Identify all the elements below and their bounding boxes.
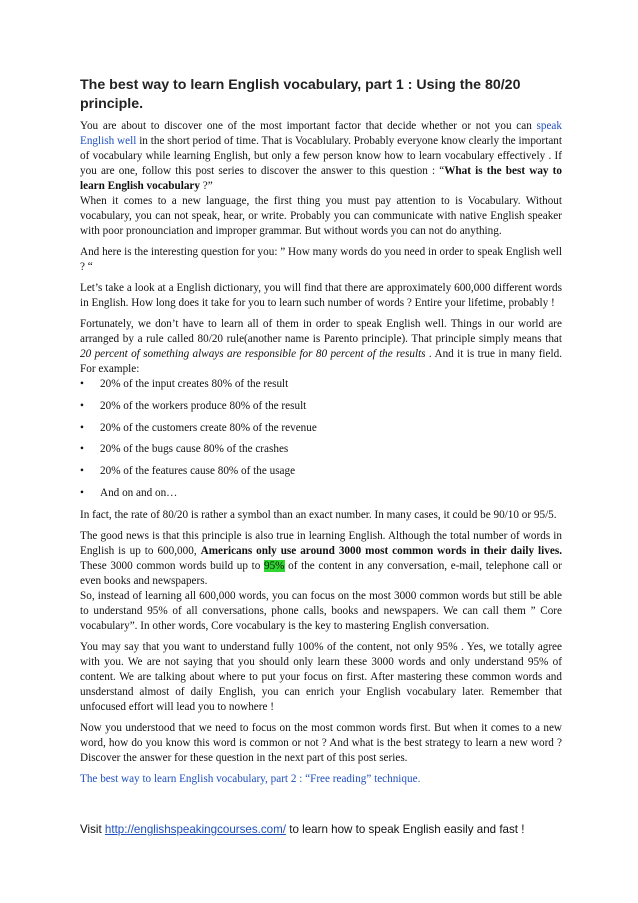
list-item [80, 377, 562, 392]
page-title: The best way to learn English vocabulary, part 1 : Using the 80/20 principle. [80, 77, 521, 112]
list-item-text: 20% of the customers create 80% of the revenue [100, 421, 317, 434]
intro-text-c: ?” [199, 180, 213, 192]
good-news-paragraph [80, 529, 562, 589]
core-vocabulary-paragraph: So, instead of learning all 600,000 words, you can focus on the most 3000 common words but still be able to understand 95% of all conversations, phone calls, books and newspapers. We can call them ” Core vocabulary”. In other words, Core vocabulary is the key to mastering English conversation. [80, 589, 562, 632]
focus-paragraph: You may say that you want to understand fully 100% of the content, not only 95% . Yes, we totally agree with you. We are not saying that you should only learn these 3000 words and only understand 95% of content. We are talking about where to put your focus on first. After mastering these common words and unsderstand almost of daily English, you can enrich your English vocabulary later. Remember that unfocused effort will lead you to nowhere ! [80, 640, 562, 713]
footer-suffix: to learn how to speak English easily and fast ! [286, 823, 525, 836]
intro-question: What is the best way to learn English vocabulary [80, 165, 562, 192]
intro-paragraph [80, 119, 562, 194]
vocab-importance-paragraph: When it comes to a new language, the first thing you must pay attention to is Vocabulary. Without vocabulary, you can not speak, hear, or write. Probably you can communicate with native English speaker with poor pronounciation and improper grammar. But without words you can not do anything. [80, 195, 562, 237]
bullet-icon: • [80, 421, 84, 434]
footer [80, 823, 580, 836]
list-item-text: 20% of the input creates 80% of the result [100, 378, 289, 390]
bullet-icon: • [80, 443, 84, 456]
list-item-text: And on and on… [100, 486, 178, 499]
bullet-icon: • [80, 486, 84, 499]
good-news-text-c: of the content in any conversation, e-mail, telephone call or even books and newspapers. [80, 559, 562, 587]
speak-english-well-link[interactable]: speak English well [80, 120, 562, 147]
list-item [80, 464, 562, 479]
list-item [80, 399, 562, 414]
list-item [80, 486, 562, 501]
rule-paragraph [80, 317, 562, 377]
list-item [80, 421, 562, 436]
article-body [80, 119, 562, 787]
footer-url-link[interactable]: http://englishspeakingcourses.com/ [104, 823, 287, 836]
rule-text-b: . And it is true in many field. For example: [80, 348, 563, 375]
bullet-icon: • [80, 399, 84, 412]
intro-text-a: You are about to discover one of the most important factor that decide whether or not you can [80, 120, 537, 132]
document-page [80, 76, 562, 793]
next-part-link-paragraph [80, 772, 562, 787]
bullet-icon: • [80, 378, 84, 390]
good-news-text-a: The good news is that this principle is also true in learning English. Although the total number of words in English is up to 600,000, [80, 529, 562, 557]
bullet-icon: • [80, 465, 84, 478]
next-part-link[interactable]: The best way to learn English vocabulary, part 2 : “Free reading” technique. [80, 772, 421, 785]
symbol-paragraph: In fact, the rate of 80/20 is rather a symbol than an exact number. In many cases, it could be 90/10 or 95/5. [80, 508, 557, 521]
intro-text-b: in the short period of time. That is Vocablulary. Probably everyone know clearly the important of vocabulary while learning English, but only a few person know how to learn vocabulary effectively . If you are one, follow this post series to discover the answer to this question : “ [80, 135, 563, 177]
list-item [80, 442, 562, 457]
list-item-text: 20% of the workers produce 80% of the result [100, 399, 307, 412]
good-news-text-b: These 3000 common words build up to [80, 559, 264, 572]
rule-text-a: Fortunately, we don’t have to learn all of them in order to speak English well. Things in our world are arranged by a rule called 80/20 rule(another name is Parento principle). That principle simply means that [80, 318, 562, 345]
rule-italic: 20 percent of something always are responsible for 80 percent of the results [80, 348, 426, 360]
good-news-bold: Americans only use around 3000 most common words in their daily lives. [200, 544, 562, 557]
list-item-text: 20% of the bugs cause 80% of the crashes [100, 443, 289, 456]
next-steps-paragraph: Now you understood that we need to focus on the most common words first. But when it comes to a new word, how do you know this word is common or not ? And what is the best strategy to learn a new word ? Discover the answer for these question in the next part of this post series. [80, 721, 562, 764]
question-paragraph: And here is the interesting question for you: ” How many words do you need in order to speak English well ? “ [80, 246, 562, 273]
footer-prefix: Visit [80, 823, 105, 836]
dictionary-paragraph: Let’s take a look at a English dictionary, you will find that there are approximately 600,000 different words in English. How long does it take for you to learn such number of words ? Entire your lifetime, probably ! [80, 282, 562, 309]
examples-list [80, 377, 562, 501]
list-item-text: 20% of the features cause 80% of the usage [100, 465, 296, 478]
highlighted-percent: 95% [263, 559, 285, 572]
